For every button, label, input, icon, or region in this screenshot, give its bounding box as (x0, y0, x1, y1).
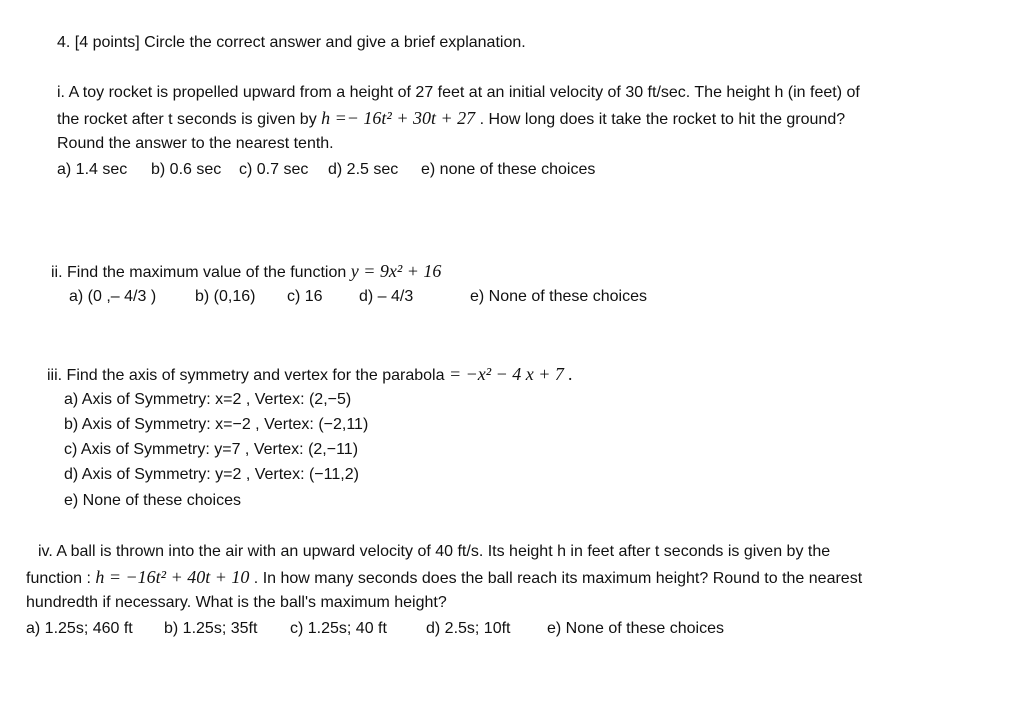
q2-option-a[interactable]: a) (0 ,– 4/3 ) (69, 288, 157, 305)
q3-prompt-text: iii. Find the axis of symmetry and vertex for the parabola (47, 367, 449, 384)
q4-text-line2 (26, 567, 862, 589)
q4-equation: h = −16t² + 40t + 10 (95, 567, 250, 587)
q3-option-a[interactable]: a) Axis of Symmetry: x=2 , Vertex: (2,−5) (64, 391, 352, 408)
q1-text-line2 (57, 108, 845, 130)
q4-option-e[interactable]: e) None of these choices (547, 620, 724, 637)
q1-option-e[interactable]: e) none of these choices (421, 161, 596, 178)
q2-equation: y = 9x² + 16 (350, 261, 442, 281)
q3-option-b[interactable]: b) Axis of Symmetry: x=−2 , Vertex: (−2,11) (64, 416, 369, 433)
q2-option-c[interactable]: c) 16 (287, 288, 323, 305)
q1-text-line2-post: . How long does it take the rocket to hit the ground? (475, 111, 846, 128)
q4-text-line3: hundredth if necessary. What is the ball's maximum height? (26, 594, 447, 611)
q2-prompt (51, 261, 441, 283)
q1-option-d[interactable]: d) 2.5 sec (328, 161, 399, 178)
q1-equation: h =− 16t² + 30t + 27 (321, 108, 476, 128)
q4-option-b[interactable]: b) 1.25s; 35ft (164, 620, 258, 637)
q4-text-line1: iv. A ball is thrown into the air with an upward velocity of 40 ft/s. Its height h in feet after t seconds is given by the (38, 543, 831, 560)
question-title: 4. [4 points] Circle the correct answer and give a brief explanation. (57, 34, 526, 51)
q1-option-a[interactable]: a) 1.4 sec (57, 161, 128, 178)
q1-option-c[interactable]: c) 0.7 sec (239, 161, 309, 178)
q1-option-b[interactable]: b) 0.6 sec (151, 161, 222, 178)
q2-prompt-text: ii. Find the maximum value of the function (51, 264, 351, 281)
q3-equation: = −x² − 4 x + 7 . (448, 364, 573, 384)
q3-option-e[interactable]: e) None of these choices (64, 492, 241, 509)
q4-option-c[interactable]: c) 1.25s; 40 ft (290, 620, 387, 637)
q1-text-line3: Round the answer to the nearest tenth. (57, 135, 334, 152)
q3-option-c[interactable]: c) Axis of Symmetry: y=7 , Vertex: (2,−11) (64, 441, 359, 458)
q3-prompt (47, 364, 573, 386)
q2-option-e[interactable]: e) None of these choices (470, 288, 647, 305)
q4-option-a[interactable]: a) 1.25s; 460 ft (26, 620, 133, 637)
q2-option-b[interactable]: b) (0,16) (195, 288, 256, 305)
q4-text-line2-pre: function : (26, 570, 96, 587)
q4-text-line2-post: . In how many seconds does the ball reach its maximum height? Round to the nearest (249, 570, 863, 587)
q1-text-line2-pre: the rocket after t seconds is given by (57, 111, 322, 128)
q1-text-line1: i. A toy rocket is propelled upward from a height of 27 feet at an initial velocity of 30 ft/sec. The height h (in feet) of (57, 84, 860, 101)
q3-option-d[interactable]: d) Axis of Symmetry: y=2 , Vertex: (−11,2) (64, 466, 359, 483)
q4-option-d[interactable]: d) 2.5s; 10ft (426, 620, 511, 637)
q2-option-d[interactable]: d) – 4/3 (359, 288, 414, 305)
